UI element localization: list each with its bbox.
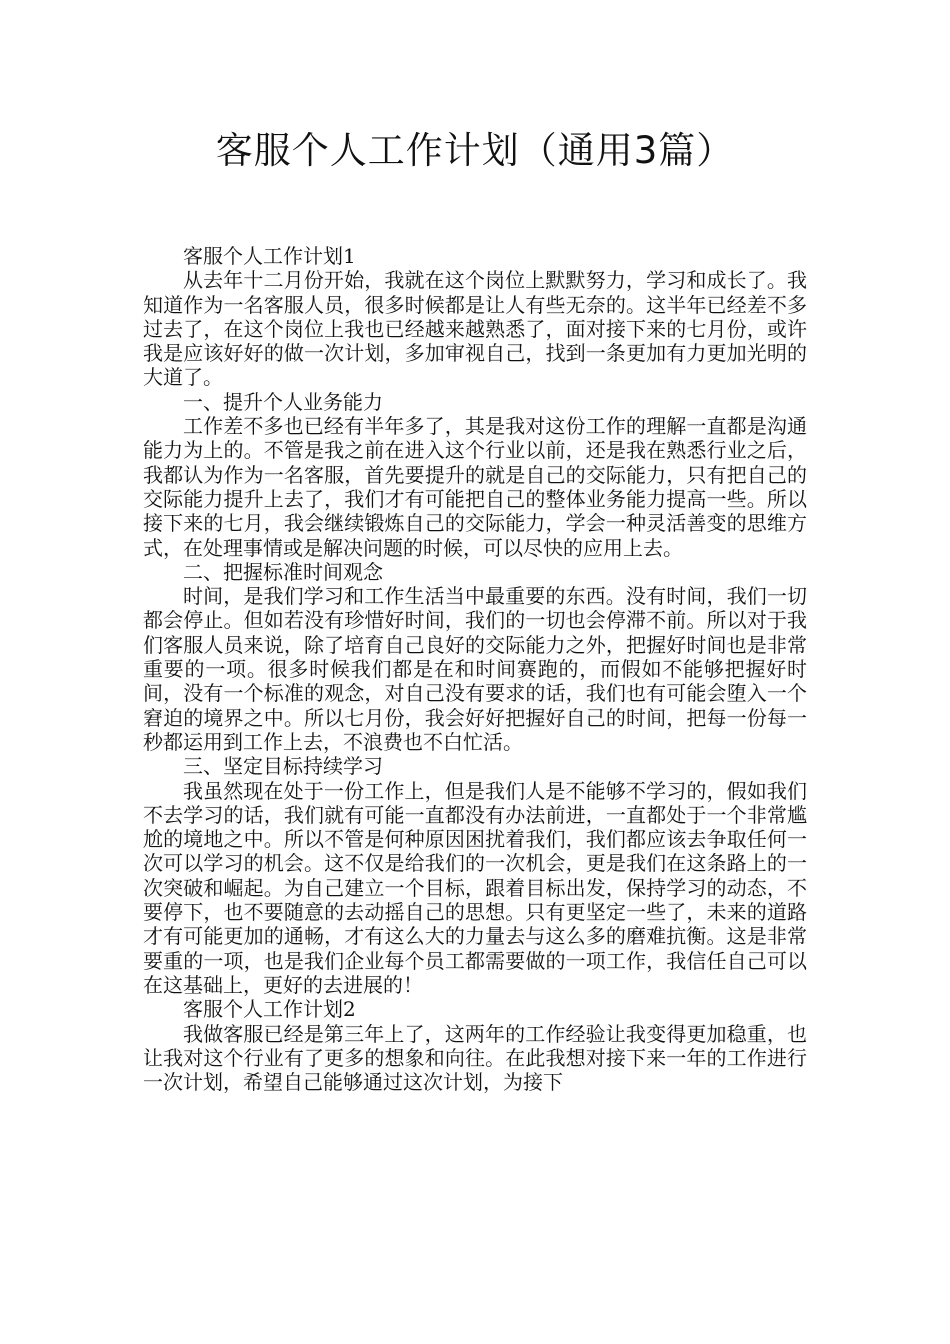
section-heading-plan-1: 客服个人工作计划1 — [183, 244, 356, 268]
body-paragraph: 工作差不多也已经有半年多了，其是我对这份工作的理解一直都是沟通能力为上的。不管是我之前在进入这个行业以前，还是我在熟悉行业之后，我都认为作为一名客服，首先要提升的就是自己的交际能力，只有把自己的交际能力提升上去了，我们才有可能把自己的整体业务能力提高一些。所以接下来的七月，我会继续锻炼自己的交际能力，学会一种灵活善变的思维方式，在处理事情或是解决问题的时候，可以尽快的应用上去。 — [143, 414, 807, 560]
section-heading: 三、坚定目标持续学习 — [183, 754, 383, 779]
section-heading: 一、提升个人业务能力 — [183, 389, 383, 414]
body-paragraph: 我虽然现在处于一份工作上，但是我们人是不能够不学习的，假如我们不去学习的话，我们就有可能一直都没有办法前进，一直都处于一个非常尴尬的境地之中。所以不管是何种原因困扰着我们，我们都应该去争取任何一次可以学习的机会。这不仅是给我们的一次机会，更是我们在这条路上的一次突破和崛起。为自己建立一个目标，跟着目标出发，保持学习的动态，不要停下，也不要随意的去动摇自己的思想。只有更坚定一些了，未来的道路才有可能更加的通畅，才有这么大的力量去与这么多的磨难抗衡。这是非常要重的一项，也是我们企业每个员工都需要做的一项工作，我信任自己可以在这基础上，更好的去进展的！ — [143, 778, 807, 997]
section-heading: 二、把握标准时间观念 — [183, 559, 383, 584]
section-heading-plan-2: 客服个人工作计划2 — [183, 997, 356, 1022]
body-paragraph: 从去年十二月份开始，我就在这个岗位上默默努力，学习和成长了。我知道作为一名客服人员，很多时候都是让人有些无奈的。这半年已经差不多过去了，在这个岗位上我也已经越来越熟悉了，面对接下来的七月份，或许我是应该好好的做一次计划，多加审视自己，找到一条更加有力更加光明的大道了。 — [143, 268, 807, 390]
body-paragraph: 时间，是我们学习和工作生活当中最重要的东西。没有时间，我们一切都会停止。但如若没有珍惜好时间，我们的一切也会停滞不前。所以对于我们客服人员来说，除了培育自己良好的交际能力之外，把握好时间也是非常重要的一项。很多时候我们都是在和时间赛跑的，而假如不能够把握好时间，没有一个标准的观念，对自己没有要求的话，我们也有可能会堕入一个窘迫的境界之中。所以七月份，我会好好把握好自己的时间，把每一份每一秒都运用到工作上去，不浪费也不白忙活。 — [143, 584, 807, 754]
document-title: 客服个人工作计划（通用3篇） — [215, 129, 735, 172]
document-body — [143, 244, 807, 1094]
body-paragraph: 我做客服已经是第三年上了，这两年的工作经验让我变得更加稳重，也让我对这个行业有了更多的想象和向往。在此我想对接下来一年的工作进行一次计划，希望自己能够通过这次计划，为接下 — [143, 1021, 807, 1095]
